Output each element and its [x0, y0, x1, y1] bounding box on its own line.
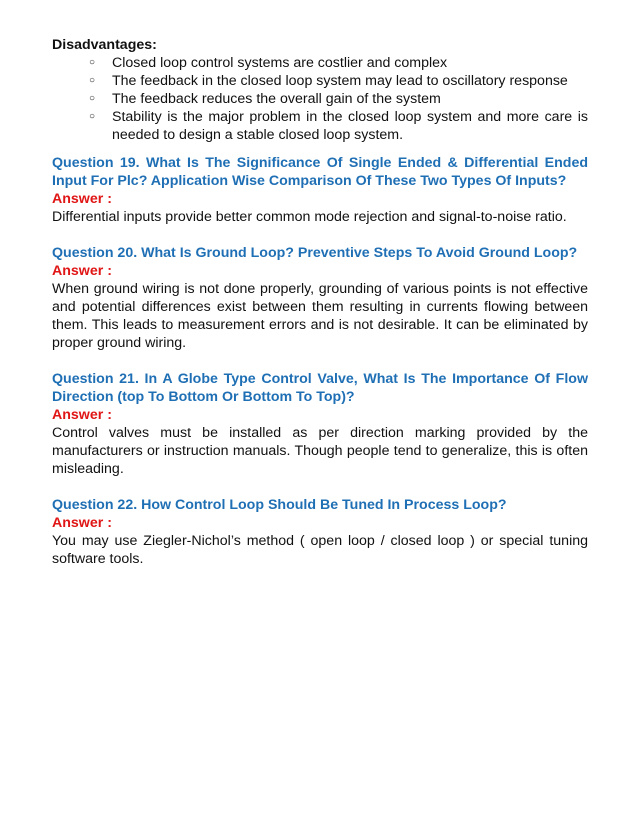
question-22: Question 22. How Control Loop Should Be Tuned In Process Loop?: [52, 497, 507, 513]
qa-block-19: [52, 154, 588, 226]
question-21: Question 21. In A Globe Type Control Valve, What Is The Importance Of Flow Direction (top To Bottom Or Bottom To Top)?: [52, 371, 588, 405]
list-item: [52, 90, 588, 108]
answer-label: Answer :: [52, 407, 112, 423]
answer-label: Answer :: [52, 191, 112, 207]
question-19: Question 19. What Is The Significance Of Single Ended & Differential Ended Input For Plc? Application Wise Comparison Of These Two Types Of Inputs?: [52, 155, 588, 189]
disadvantages-heading: Disadvantages:: [52, 37, 157, 53]
answer-22: You may use Ziegler-Nichol’s method ( open loop / closed loop ) or special tuning software tools.: [52, 533, 588, 567]
list-item-text: Stability is the major problem in the closed loop system and more care is needed to design a stable closed loop system.: [112, 109, 588, 143]
answer-label: Answer :: [52, 263, 112, 279]
list-item-text: The feedback reduces the overall gain of the system: [112, 91, 441, 107]
list-item: [52, 72, 588, 90]
list-item: [52, 108, 588, 144]
hollow-circle-bullet-icon: ○: [89, 57, 96, 68]
answer-20: When ground wiring is not done properly, grounding of various points is not effective and potential differences exist between them resulting in currents flowing between them. This leads to measurement errors and is not desirable. It can be eliminated by proper ground wiring.: [52, 281, 588, 351]
answer-21: Control valves must be installed as per direction marking provided by the manufacturers or instruction manuals. Though people tend to generalize, this is often misleading.: [52, 425, 588, 477]
list-item-text: The feedback in the closed loop system may lead to oscillatory response: [112, 73, 568, 89]
hollow-circle-bullet-icon: ○: [89, 111, 96, 122]
disadvantages-list: [52, 54, 588, 144]
list-item-text: Closed loop control systems are costlier and complex: [112, 55, 448, 71]
document-page: [52, 36, 588, 586]
qa-block-22: [52, 496, 588, 568]
answer-19: Differential inputs provide better common mode rejection and signal-to-noise ratio.: [52, 209, 567, 225]
qa-block-21: [52, 370, 588, 478]
hollow-circle-bullet-icon: ○: [89, 93, 96, 104]
qa-block-20: [52, 244, 588, 352]
answer-label: Answer :: [52, 515, 112, 531]
hollow-circle-bullet-icon: ○: [89, 75, 96, 86]
list-item: [52, 54, 588, 72]
question-20: Question 20. What Is Ground Loop? Preventive Steps To Avoid Ground Loop?: [52, 245, 578, 261]
